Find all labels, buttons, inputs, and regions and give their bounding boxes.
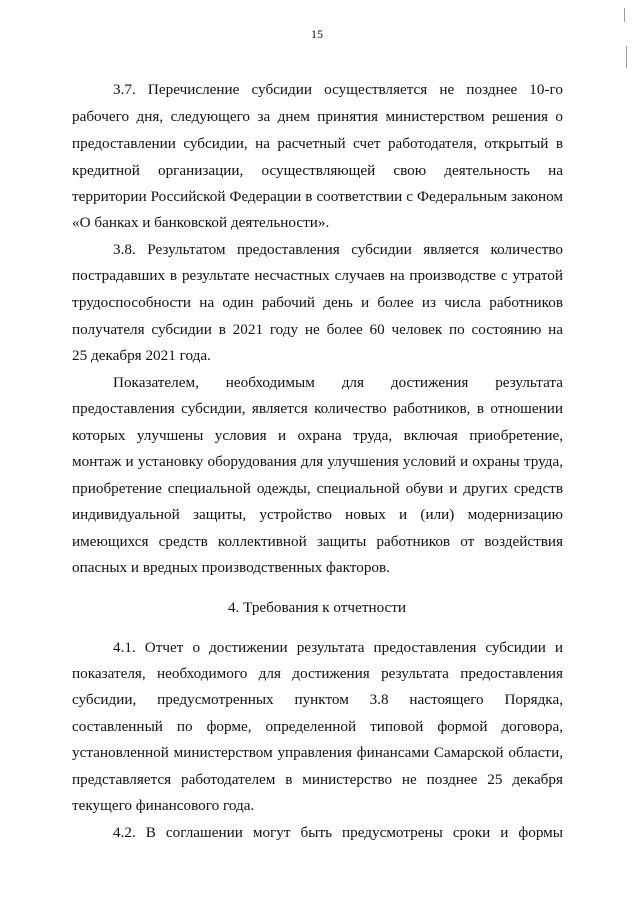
text-line: представляется работодателем в министерство не позднее 25 декабря: [72, 771, 563, 788]
text-line: получателя субсидии в 2021 году не более 60 человек по состоянию на: [72, 321, 563, 338]
scan-mark: [624, 8, 625, 22]
text-line: 25 декабря 2021 года.: [72, 347, 211, 364]
text-line: индивидуальной защиты, устройство новых и (или) модернизацию: [72, 506, 563, 523]
text-line: 3.7. Перечисление субсидии осуществляется не позднее 10-го: [113, 81, 563, 98]
text-line: «О банках и банковской деятельности».: [72, 214, 330, 231]
text-line: 3.8. Результатом предоставления субсидии является количество: [113, 241, 563, 258]
text-line: составленный по форме, определенной типовой формой договора,: [72, 718, 563, 735]
section-heading: 4. Требования к отчетности: [227, 599, 407, 616]
text-line: кредитной организации, осуществляющей свою деятельность на: [72, 162, 563, 179]
page-number: 15: [311, 27, 323, 41]
scan-mark: [626, 46, 627, 68]
text-line: текущего финансового года.: [72, 797, 255, 814]
text-line: приобретение специальной одежды, специальной обуви и других средств: [72, 480, 563, 497]
text-line: 4.1. Отчет о достижении результата предоставления субсидии и: [113, 639, 563, 656]
text-line: предоставлении субсидии, на расчетный счет работодателя, открытый в: [72, 135, 563, 152]
text-line: субсидии, предусмотренных пунктом 3.8 настоящего Порядка,: [72, 691, 563, 708]
text-line: установленной министерством управления финансами Самарской области,: [72, 744, 563, 761]
text-line: Показателем, необходимым для достижения результата: [113, 374, 563, 391]
text-line: трудоспособности на один рабочий день и более из числа работников: [72, 294, 563, 311]
text-line: опасных и вредных производственных факторов.: [72, 559, 390, 576]
text-line: территории Российской Федерации в соответствии с Федеральным законом: [72, 188, 563, 205]
text-line: монтаж и установку оборудования для улучшения условий и охраны труда,: [72, 453, 563, 470]
text-line: 4.2. В соглашении могут быть предусмотрены сроки и формы: [113, 824, 563, 841]
text-line: имеющихся средств коллективной защиты работников от воздействия: [72, 533, 563, 550]
text-line: пострадавших в результате несчастных случаев на производстве с утратой: [72, 267, 563, 284]
text-line: которых улучшены условия и охрана труда, включая приобретение,: [72, 427, 563, 444]
text-line: показателя, необходимого для достижения результата предоставления: [72, 665, 563, 682]
text-line: рабочего дня, следующего за днем принятия министерством решения о: [72, 108, 563, 125]
text-line: предоставления субсидии, является количество работников, в отношении: [72, 400, 563, 417]
